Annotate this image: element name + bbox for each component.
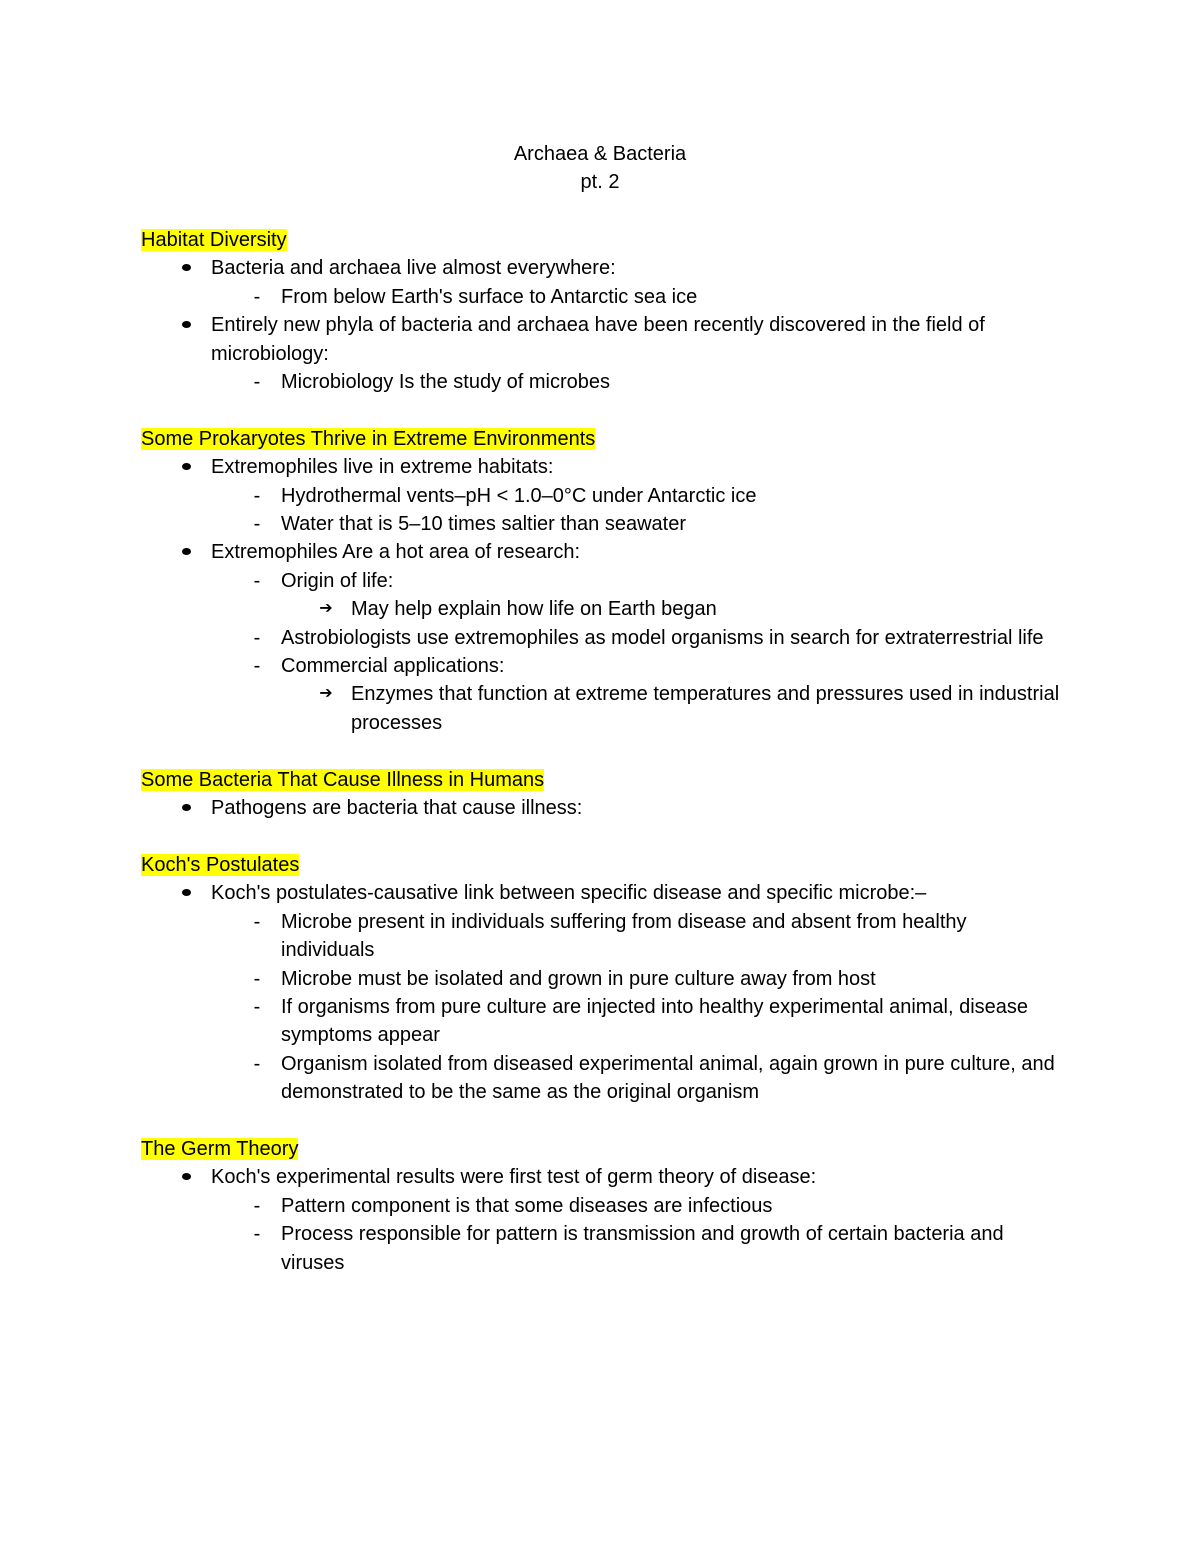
dash-marker: -: [253, 910, 261, 933]
list-item: [211, 1192, 1061, 1220]
list-item: [141, 538, 1061, 737]
list-item: [211, 567, 1061, 624]
dash-marker: -: [253, 967, 261, 990]
list-item: [211, 1050, 1061, 1107]
document-subtitle: pt. 2: [580, 171, 620, 194]
dash-marker: -: [253, 995, 261, 1018]
section-heading-row: [141, 1135, 1061, 1163]
list-item: [281, 680, 1061, 737]
section-heading: Some Bacteria That Cause Illness in Humans: [141, 768, 545, 791]
dash-marker: -: [253, 1223, 261, 1246]
document-body: [141, 226, 1061, 1305]
section: [141, 1135, 1061, 1277]
bullet-list-level-3: [281, 595, 1061, 623]
bullet-list-level-1: [141, 453, 1061, 737]
list-item-text: Microbe must be isolated and grown in pure culture away from host: [281, 967, 876, 990]
list-item-text: Origin of life:: [281, 569, 394, 592]
list-item-text: Koch's experimental results were first test of germ theory of disease:: [211, 1166, 817, 1189]
dash-marker: -: [253, 1194, 261, 1217]
list-item-text: May help explain how life on Earth began: [351, 598, 717, 621]
bullet-dot-shape: [182, 321, 191, 328]
bullet-dot-icon: [171, 254, 201, 282]
list-item-text: Commercial applications:: [281, 655, 505, 678]
section: [141, 226, 1061, 396]
section-heading-row: [141, 851, 1061, 879]
list-item-text: Entirely new phyla of bacteria and archaea have been recently discovered in the field of microbiology:: [211, 314, 985, 365]
bullet-dot-shape: [182, 1173, 191, 1180]
list-item: [141, 794, 1061, 822]
bullet-list-level-1: [141, 1163, 1061, 1277]
dash-marker: -: [253, 569, 261, 592]
bullet-dot-shape: [182, 463, 191, 470]
dash-marker: -: [253, 371, 261, 394]
bullet-dot-shape: [182, 889, 191, 896]
bullet-dot-icon: [171, 1163, 201, 1191]
section-heading: Habitat Diversity: [141, 229, 287, 251]
list-item-text: Extremophiles live in extreme habitats:: [211, 456, 554, 479]
bullet-dot-icon: [171, 311, 201, 339]
list-item: [141, 1163, 1061, 1277]
bullet-list-level-2: [211, 908, 1061, 1107]
section-heading: Koch's Postulates: [141, 853, 300, 876]
section-heading: Some Prokaryotes Thrive in Extreme Environments: [141, 427, 596, 450]
dash-marker: -: [253, 626, 261, 649]
bullet-list-level-1: [141, 254, 1061, 396]
section: [141, 425, 1061, 737]
list-item: [141, 311, 1061, 396]
list-item-text: Water that is 5–10 times saltier than seawater: [281, 513, 686, 536]
list-item-text: Bacteria and archaea live almost everywhere:: [211, 257, 616, 280]
bullet-dot-icon: [171, 538, 201, 566]
bullet-dot-icon: [171, 453, 201, 481]
list-item: [211, 482, 1061, 510]
list-item-text: Pattern component is that some diseases are infectious: [281, 1194, 773, 1217]
list-item: [211, 283, 1061, 311]
bullet-list-level-2: [211, 482, 1061, 539]
bullet-list-level-2: [211, 1192, 1061, 1277]
bullet-list-level-2: [211, 368, 1061, 396]
bullet-list-level-1: [141, 794, 1061, 822]
bullet-dot-shape: [182, 264, 191, 271]
arrow-icon: ➔: [319, 600, 333, 618]
title-block: [0, 140, 1200, 197]
bullet-dot-icon: [171, 879, 201, 907]
section-heading-row: [141, 226, 1061, 254]
list-item: [211, 1220, 1061, 1277]
bullet-list-level-3: [281, 680, 1061, 737]
list-item: [211, 624, 1061, 652]
bullet-dot-shape: [182, 804, 191, 811]
section-heading-row: [141, 766, 1061, 794]
list-item-text: Organism isolated from diseased experimental animal, again grown in pure culture, and demonstrated to be the same as the original organism: [281, 1052, 1055, 1104]
list-item: [281, 595, 1061, 623]
list-item-text: Microbiology Is the study of microbes: [281, 371, 611, 394]
list-item-text: From below Earth's surface to Antarctic sea ice: [281, 285, 698, 308]
list-item: [211, 368, 1061, 396]
section-heading-row: [141, 425, 1061, 453]
list-item-text: Hydrothermal vents–pH < 1.0–0°C under Antarctic ice: [281, 484, 757, 507]
list-item-text: Koch's postulates-causative link between specific disease and specific microbe:–: [211, 882, 927, 905]
bullet-dot-shape: [182, 548, 191, 555]
bullet-list-level-2: [211, 567, 1061, 737]
list-item-text: Extremophiles Are a hot area of research:: [211, 541, 581, 564]
list-item: [211, 652, 1061, 737]
bullet-dot-icon: [171, 794, 201, 822]
section: [141, 766, 1061, 823]
dash-marker: -: [253, 655, 261, 678]
list-item: [211, 965, 1061, 993]
list-item: [141, 254, 1061, 311]
section: [141, 851, 1061, 1107]
list-item: [211, 993, 1061, 1050]
section-heading: The Germ Theory: [141, 1137, 299, 1160]
bullet-list-level-1: [141, 879, 1061, 1106]
dash-marker: -: [253, 513, 261, 536]
list-item-text: Microbe present in individuals suffering from disease and absent from healthy individuals: [281, 910, 967, 962]
arrow-icon: ➔: [319, 685, 333, 703]
list-item: [211, 510, 1061, 538]
list-item: [141, 879, 1061, 1106]
list-item: [211, 908, 1061, 965]
list-item-text: Enzymes that function at extreme temperatures and pressures used in industrial processes: [351, 683, 1060, 734]
list-item-text: If organisms from pure culture are injected into healthy experimental animal, disease symptoms appear: [281, 995, 1029, 1047]
list-item-text: Process responsible for pattern is transmission and growth of certain bacteria and viruses: [281, 1223, 1004, 1274]
document-title: Archaea & Bacteria: [513, 143, 687, 165]
dash-marker: -: [253, 1052, 261, 1075]
list-item-text: Astrobiologists use extremophiles as model organisms in search for extraterrestrial life: [281, 626, 1044, 649]
bullet-list-level-2: [211, 283, 1061, 311]
dash-marker: -: [253, 285, 261, 308]
list-item-text: Pathogens are bacteria that cause illness:: [211, 797, 583, 820]
list-item: [141, 453, 1061, 538]
dash-marker: -: [253, 484, 261, 507]
